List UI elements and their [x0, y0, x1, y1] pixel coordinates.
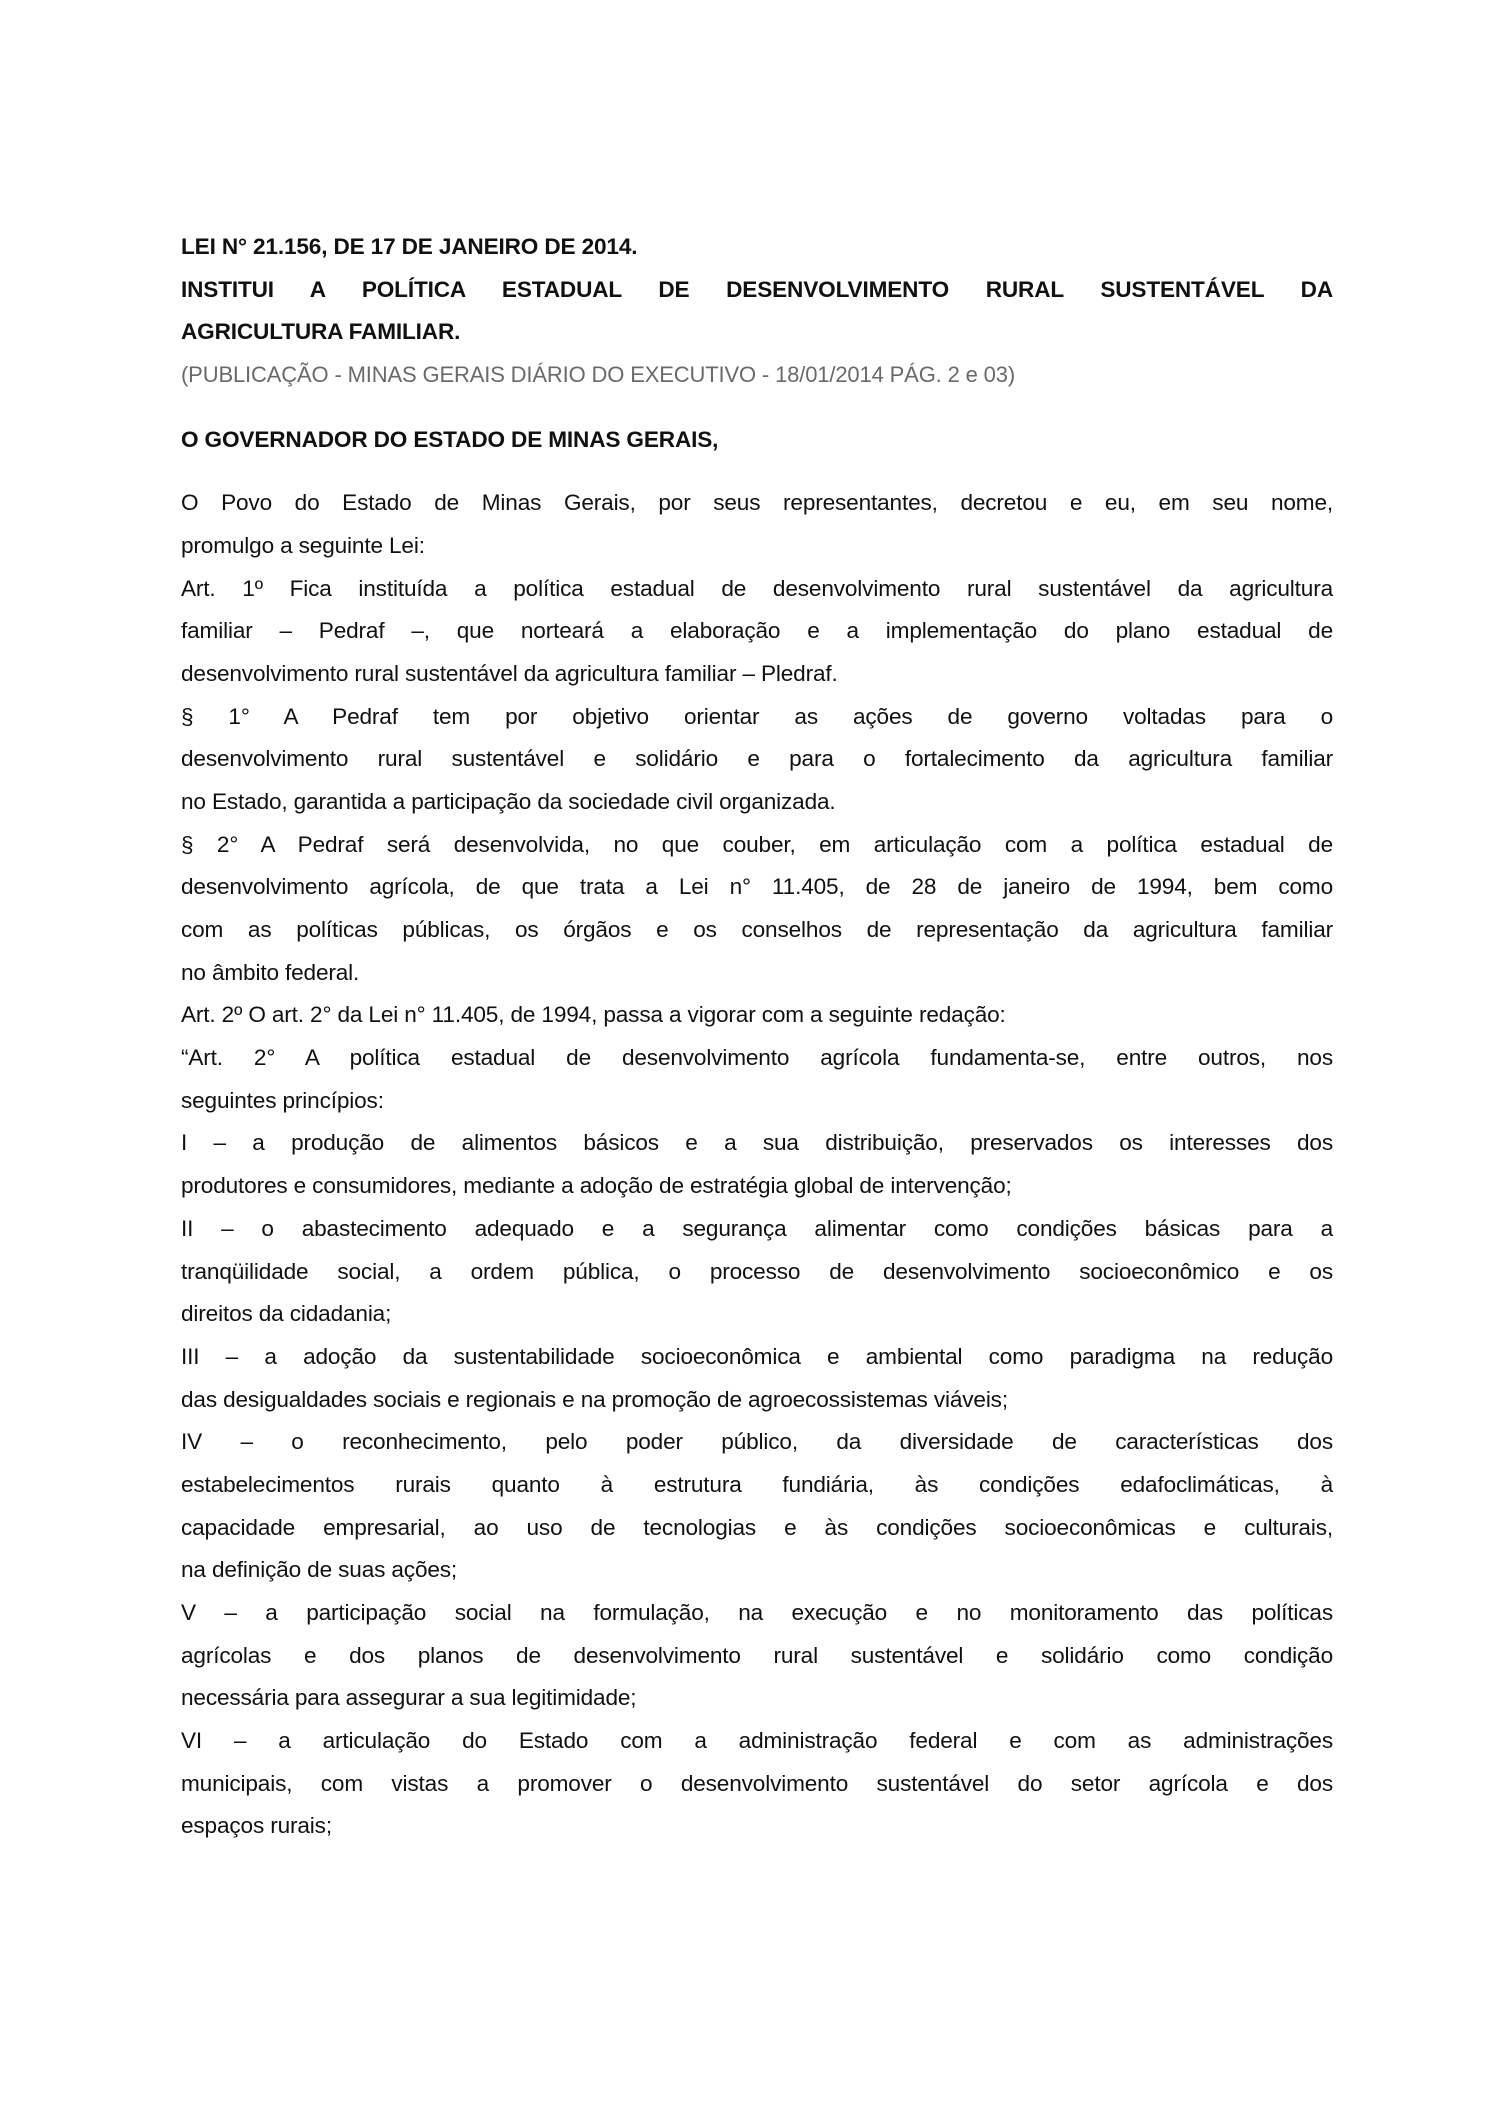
text-line: tranqüilidade social, a ordem pública, o processo de desenvolvimento socioeconômico e os	[181, 1258, 1333, 1284]
text-line: promulgo a seguinte Lei:	[181, 532, 425, 558]
text-line: no Estado, garantida a participação da sociedade civil organizada.	[181, 788, 836, 814]
text-line: espaços rurais;	[181, 1813, 332, 1839]
law-document-page	[181, 226, 1333, 1848]
text-line: II – o abastecimento adequado e a segurança alimentar como condições básicas para a	[181, 1215, 1333, 1241]
text-line: V – a participação social na formulação, na execução e no monitoramento das políticas	[181, 1600, 1333, 1626]
text-line: das desigualdades sociais e regionais e na promoção de agroecossistemas viáveis;	[181, 1386, 1008, 1412]
text-line: Art. 2º O art. 2° da Lei n° 11.405, de 1994, passa a vigorar com a seguinte redação:	[181, 1002, 1006, 1028]
text-line: § 1° A Pedraf tem por objetivo orientar as ações de governo voltadas para o	[181, 703, 1333, 729]
law-subtitle-line: INSTITUI A POLÍTICA ESTADUAL DE DESENVOLVIMENTO RURAL SUSTENTÁVEL DA	[181, 276, 1333, 302]
text-line: com as políticas públicas, os órgãos e os conselhos de representação da agricultura familiar	[181, 917, 1333, 943]
text-line: produtores e consumidores, mediante a adoção de estratégia global de intervenção;	[181, 1173, 1012, 1199]
text-line: necessária para assegurar a sua legitimidade;	[181, 1685, 637, 1711]
text-line: capacidade empresarial, ao uso de tecnologias e às condições socioeconômicas e culturais,	[181, 1514, 1333, 1540]
text-line: estabelecimentos rurais quanto à estrutura fundiária, às condições edafoclimáticas, à	[181, 1471, 1333, 1497]
text-line: familiar – Pedraf –, que norteará a elaboração e a implementação do plano estadual de	[181, 618, 1333, 644]
text-line: desenvolvimento rural sustentável e solidário e para o fortalecimento da agricultura familiar	[181, 746, 1333, 772]
law-subtitle-line: AGRICULTURA FAMILIAR.	[181, 319, 461, 345]
text-line: desenvolvimento agrícola, de que trata a Lei n° 11.405, de 28 de janeiro de 1994, bem como	[181, 874, 1333, 900]
text-line: municipais, com vistas a promover o desenvolvimento sustentável do setor agrícola e dos	[181, 1770, 1333, 1796]
text-line: VI – a articulação do Estado com a administração federal e com as administrações	[181, 1728, 1333, 1754]
text-line: IV – o reconhecimento, pelo poder público, da diversidade de características dos	[181, 1429, 1333, 1455]
text-line: O Povo do Estado de Minas Gerais, por seus representantes, decretou e eu, em seu nome,	[181, 490, 1333, 516]
publication-note: (PUBLICAÇÃO - MINAS GERAIS DIÁRIO DO EXECUTIVO - 18/01/2014 PÁG. 2 e 03)	[181, 362, 1016, 388]
text-line: § 2° A Pedraf será desenvolvida, no que couber, em articulação com a política estadual de	[181, 831, 1333, 857]
text-line: na definição de suas ações;	[181, 1557, 458, 1583]
text-line: III – a adoção da sustentabilidade socioeconômica e ambiental como paradigma na redução	[181, 1343, 1333, 1369]
text-line: desenvolvimento rural sustentável da agricultura familiar – Pledraf.	[181, 660, 838, 686]
text-line: I – a produção de alimentos básicos e a sua distribuição, preservados os interesses dos	[181, 1130, 1333, 1156]
governor-heading: O GOVERNADOR DO ESTADO DE MINAS GERAIS,	[181, 426, 719, 452]
law-title: LEI N° 21.156, DE 17 DE JANEIRO DE 2014.	[181, 234, 638, 259]
text-line: no âmbito federal.	[181, 959, 360, 985]
text-line: Art. 1º Fica instituída a política estadual de desenvolvimento rural sustentável da agricultura	[181, 575, 1333, 601]
text-line: direitos da cidadania;	[181, 1301, 392, 1327]
text-line: “Art. 2° A política estadual de desenvolvimento agrícola fundamenta-se, entre outros, nos	[181, 1045, 1333, 1071]
text-line: agrícolas e dos planos de desenvolvimento rural sustentável e solidário como condição	[181, 1642, 1333, 1668]
text-line: seguintes princípios:	[181, 1087, 384, 1113]
